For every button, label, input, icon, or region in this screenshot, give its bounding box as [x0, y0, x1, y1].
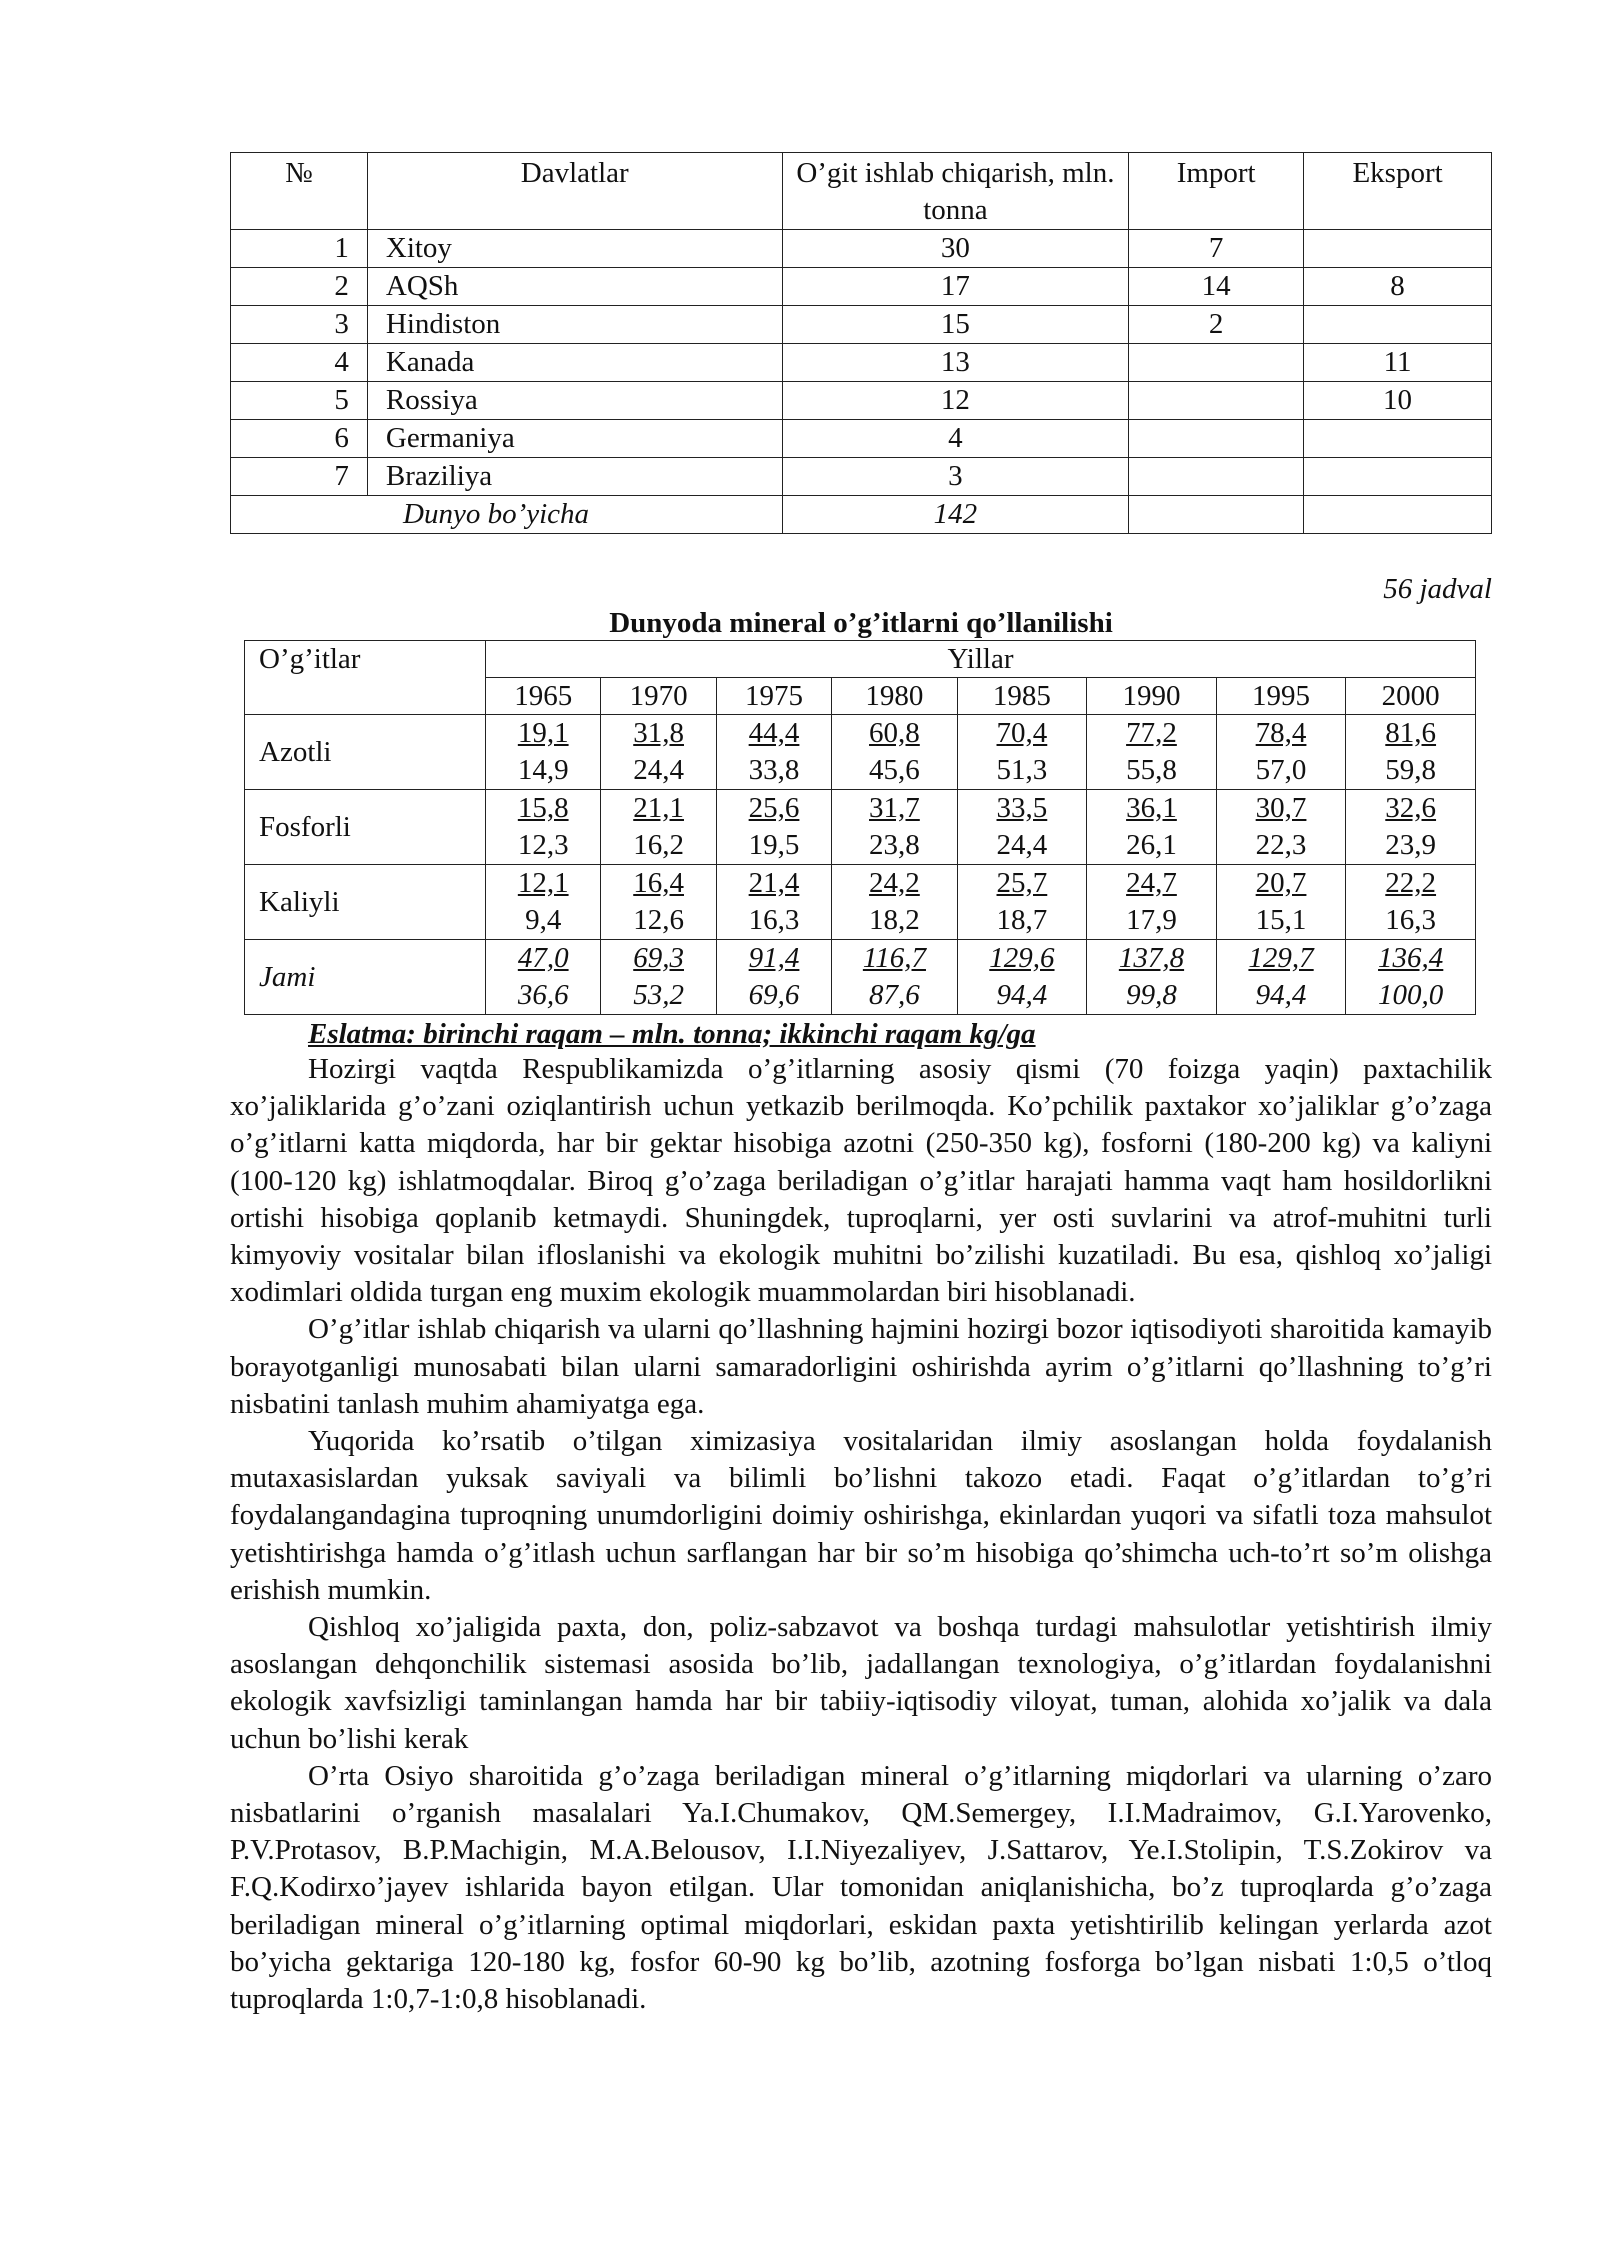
value-cell	[1216, 790, 1346, 865]
value-cell	[601, 715, 716, 790]
million-tonnes-value: 129,7	[1248, 942, 1314, 974]
kg-per-ha-value: 23,9	[1385, 829, 1437, 861]
value-cell	[832, 790, 957, 865]
million-tonnes-value: 24,2	[869, 867, 920, 899]
kg-per-ha-value: 59,8	[1385, 754, 1437, 786]
kg-per-ha-value: 16,2	[633, 829, 684, 861]
table-row	[245, 865, 1476, 940]
export-value	[1304, 306, 1492, 344]
table-header-row	[231, 153, 1492, 230]
value-cell	[1346, 865, 1476, 940]
paragraph: O’rta Osiyo sharoitida g’o’zaga beriladigan mineral o’g’itlarning miqdorlari va ularning o’zaro nisbatlarini o’rganish masalalari Ya.I.Chumakov, QM.Semergey, I.I.Madraimov, G.I.Yarovenko, P.V.Protasov, B.P.Machigin, M.A.Belousov, I.I.Niyezaliyev, J.Sattarov, Ye.I.Stolipin, T.S.Zokirov va F.Q.Kodirxo’jayev ishlarida bayon etilgan. Ular tomonidan aniqlanishicha, bo’z tuproqlarda g’o’zaga beriladigan mineral o’g’itlarning optimal miqdorlari, eskidan paxta yetishtirilib kelingan yerlarda azot bo’yicha gektariga 120-180 kg, fosfor 60-90 kg bo’lib, azotning fosforga bo’lgan nisbati 1:0,5 o’tloq tuproqlarda 1:0,7-1:0,8 hisoblanadi.	[230, 1759, 1492, 2016]
country-name: Kanada	[367, 344, 782, 382]
million-tonnes-value: 20,7	[1255, 867, 1307, 899]
million-tonnes-value: 25,7	[996, 867, 1048, 899]
export-value	[1304, 420, 1492, 458]
country-name: Germaniya	[367, 420, 782, 458]
value-cell	[1346, 715, 1476, 790]
million-tonnes-value: 77,2	[1126, 717, 1177, 749]
kg-per-ha-value: 12,3	[517, 829, 569, 861]
country-name: AQSh	[367, 268, 782, 306]
value-cell	[716, 940, 831, 1015]
table-row	[231, 344, 1492, 382]
row-number: 3	[231, 306, 368, 344]
paragraph: Yuqorida ko’rsatib o’tilgan ximizasiya vositalaridan ilmiy asoslangan holda foydalanish mutaxasislardan yuksak saviyali va bilimli bo’lishni takozo etadi. Faqat o’g’itlardan to’g’ri foydalangandagina tuproqning unumdorligini doimiy oshirishga, ekinlardan yuqori va sifatli toza mahsulot yetishtirishga hamda o’g’itlash uchun sarflangan har bir so’m hisobiga qo’shimcha uch-to’rt so’m olishga erishish mumkin.	[230, 1425, 1492, 1606]
production-value: 13	[782, 344, 1129, 382]
table-row	[231, 458, 1492, 496]
paragraph: Hozirgi vaqtda Respublikamizda o’g’itlarning asosiy qismi (70 foizga yaqin) paxtachilik xo’jaliklarida g’o’zani oziqlantirish uchun yetkazib berilmoqda. Ko’pchilik paxtakor xo’jaliklar g’o’zaga o’g’itlarni katta miqdorda, har bir gektar hisobiga azotni (250-350 kg), fosforni (180-200 kg) va kaliyni (100-120 kg) ishlatmoqdalar. Biroq g’o’zaga beriladigan o’g’itlar harajati hamma vaqt ham hosildorlikni ortishi hisobiga qoplanib ketmaydi. Shuningdek, tuproqlarni, yer osti suvlarini va atrof-muhitni turli kimyoviy vositalar bilan ifloslanishi va ekologik muhitni bo’zilishi kuzatiladi. Bu esa, qishloq xo’jaligi xodimlari oldida turgan eng muxim ekologik muammolardan biri hisoblanadi.	[230, 1053, 1492, 1309]
kg-per-ha-value: 55,8	[1126, 754, 1177, 786]
kg-per-ha-value: 16,3	[1385, 904, 1437, 936]
value-cell	[1346, 790, 1476, 865]
value-cell	[1087, 940, 1217, 1015]
kg-per-ha-value: 69,6	[748, 979, 800, 1011]
table-row	[231, 268, 1492, 306]
million-tonnes-value: 15,8	[517, 792, 569, 824]
value-cell	[1087, 790, 1217, 865]
year-cell: 1980	[832, 678, 957, 715]
kg-per-ha-value: 33,8	[748, 754, 800, 786]
million-tonnes-value: 137,8	[1118, 942, 1185, 974]
million-tonnes-value: 21,1	[633, 792, 684, 824]
year-cell: 1990	[1087, 678, 1217, 715]
years-header: Yillar	[486, 641, 1476, 678]
value-cell	[957, 940, 1087, 1015]
kg-per-ha-value: 17,9	[1126, 904, 1177, 936]
value-cell	[832, 865, 957, 940]
export-value	[1304, 458, 1492, 496]
export-value: 8	[1304, 268, 1492, 306]
table-row	[231, 420, 1492, 458]
value-cell	[716, 865, 831, 940]
table2-header-row	[245, 641, 1476, 678]
value-cell	[1216, 865, 1346, 940]
total-import	[1129, 496, 1304, 534]
kg-per-ha-value: 19,5	[748, 829, 800, 861]
header-number: №	[231, 153, 368, 230]
production-value: 3	[782, 458, 1129, 496]
value-cell	[486, 715, 601, 790]
million-tonnes-value: 91,4	[748, 942, 800, 974]
kg-per-ha-value: 36,6	[517, 979, 569, 1011]
header-production: O’git ishlab chiqarish, mln. tonna	[782, 153, 1129, 230]
header-country: Davlatlar	[367, 153, 782, 230]
year-cell: 1965	[486, 678, 601, 715]
paragraph: Qishloq xo’jaligida paxta, don, poliz-sabzavot va boshqa turdagi mahsulotlar yetishtirish ilmiy asoslangan dehqonchilik sistemasi asosida bo’lib, jadallangan texnologiya, o’g’itlardan foydalanishni ekologik xavfsizligi taminlangan hamda har bir tabiiy-iqtisodiy viloyat, tuman, alohida xo’jalik va dala uchun bo’lishi kerak	[230, 1611, 1492, 1755]
production-value: 30	[782, 230, 1129, 268]
year-cell: 1975	[716, 678, 831, 715]
table-row	[231, 382, 1492, 420]
value-cell	[486, 940, 601, 1015]
million-tonnes-value: 116,7	[862, 942, 926, 974]
fertilizer-label: Kaliyli	[245, 865, 486, 940]
kg-per-ha-value: 94,4	[996, 979, 1048, 1011]
export-value	[1304, 230, 1492, 268]
value-cell	[1346, 940, 1476, 1015]
kg-per-ha-value: 26,1	[1126, 829, 1177, 861]
million-tonnes-value: 70,4	[996, 717, 1048, 749]
table-row	[231, 230, 1492, 268]
table-row	[245, 790, 1476, 865]
million-tonnes-value: 25,6	[748, 792, 800, 824]
table-title: Dunyoda mineral o’g’itlarni qo’llanilishi	[609, 607, 1113, 639]
million-tonnes-value: 24,7	[1126, 867, 1177, 899]
header-import: Import	[1129, 153, 1304, 230]
value-cell	[957, 865, 1087, 940]
value-cell	[1216, 940, 1346, 1015]
export-value: 10	[1304, 382, 1492, 420]
million-tonnes-value: 32,6	[1385, 792, 1437, 824]
import-value: 2	[1129, 306, 1304, 344]
kg-per-ha-value: 24,4	[633, 754, 684, 786]
value-cell	[1087, 715, 1217, 790]
kg-per-ha-value: 16,3	[748, 904, 800, 936]
fertilizer-label: Fosforli	[245, 790, 486, 865]
fertilizer-usage-table	[244, 640, 1476, 1015]
million-tonnes-value: 78,4	[1255, 717, 1307, 749]
million-tonnes-value: 22,2	[1385, 867, 1437, 899]
kg-per-ha-value: 18,7	[996, 904, 1048, 936]
year-cell: 1985	[957, 678, 1087, 715]
kg-per-ha-value: 23,8	[869, 829, 920, 861]
kg-per-ha-value: 87,6	[869, 979, 920, 1011]
million-tonnes-value: 33,5	[996, 792, 1048, 824]
total-label: Dunyo bo’yicha	[231, 496, 783, 534]
million-tonnes-value: 16,4	[633, 867, 684, 899]
value-cell	[716, 790, 831, 865]
value-cell	[957, 715, 1087, 790]
row-number: 2	[231, 268, 368, 306]
total-row	[231, 496, 1492, 534]
total-production: 142	[782, 496, 1129, 534]
year-cell: 1970	[601, 678, 716, 715]
kg-per-ha-value: 22,3	[1255, 829, 1307, 861]
million-tonnes-value: 31,7	[869, 792, 920, 824]
header-export: Eksport	[1304, 153, 1492, 230]
kg-per-ha-value: 12,6	[633, 904, 684, 936]
kg-per-ha-value: 18,2	[869, 904, 920, 936]
million-tonnes-value: 129,6	[989, 942, 1055, 974]
country-name: Hindiston	[367, 306, 782, 344]
value-cell	[716, 715, 831, 790]
import-value	[1129, 382, 1304, 420]
fertilizer-label: Azotli	[245, 715, 486, 790]
row-number: 7	[231, 458, 368, 496]
million-tonnes-value: 136,4	[1378, 942, 1444, 974]
million-tonnes-value: 69,3	[633, 942, 684, 974]
import-value: 14	[1129, 268, 1304, 306]
million-tonnes-value: 19,1	[517, 717, 569, 749]
million-tonnes-value: 21,4	[748, 867, 800, 899]
million-tonnes-value: 31,8	[633, 717, 684, 749]
value-cell	[832, 940, 957, 1015]
country-name: Braziliya	[367, 458, 782, 496]
paragraph: O’g’itlar ishlab chiqarish va ularni qo’llashning hajmini hozirgi bozor iqtisodiyoti sharoitida kamayib borayotganligi munosabati bilan ularni samaradorligini oshirishda ayrim o’g’itlarni qo’llashning to’g’ri nisbatini tanlash muhim ahamiyatga ega.	[230, 1313, 1492, 1420]
row-number: 5	[231, 382, 368, 420]
million-tonnes-value: 12,1	[517, 867, 569, 899]
kg-per-ha-value: 94,4	[1255, 979, 1307, 1011]
year-cell: 1995	[1216, 678, 1346, 715]
kg-per-ha-value: 15,1	[1255, 904, 1307, 936]
table-row	[245, 715, 1476, 790]
fertilizer-production-table	[230, 152, 1492, 534]
row-number: 4	[231, 344, 368, 382]
total-export	[1304, 496, 1492, 534]
production-value: 17	[782, 268, 1129, 306]
kg-per-ha-value: 9,4	[525, 904, 562, 936]
value-cell	[601, 865, 716, 940]
export-value: 11	[1304, 344, 1492, 382]
value-cell	[601, 790, 716, 865]
kg-per-ha-value: 14,9	[517, 754, 569, 786]
kg-per-ha-value: 24,4	[996, 829, 1048, 861]
table-number-label: 56 jadval	[1383, 573, 1492, 605]
value-cell	[486, 790, 601, 865]
million-tonnes-value: 60,8	[869, 717, 920, 749]
value-cell	[1087, 865, 1217, 940]
million-tonnes-value: 44,4	[748, 717, 800, 749]
kg-per-ha-value: 51,3	[996, 754, 1048, 786]
fertilizer-label: Jami	[245, 940, 486, 1015]
production-value: 4	[782, 420, 1129, 458]
import-value: 7	[1129, 230, 1304, 268]
import-value	[1129, 420, 1304, 458]
document-page	[230, 152, 1492, 2018]
kg-per-ha-value: 45,6	[869, 754, 920, 786]
import-value	[1129, 458, 1304, 496]
million-tonnes-value: 36,1	[1126, 792, 1177, 824]
production-value: 15	[782, 306, 1129, 344]
kg-per-ha-value: 53,2	[633, 979, 684, 1011]
value-cell	[1216, 715, 1346, 790]
row-number: 1	[231, 230, 368, 268]
year-cell: 2000	[1346, 678, 1476, 715]
value-cell	[957, 790, 1087, 865]
country-name: Xitoy	[367, 230, 782, 268]
country-name: Rossiya	[367, 382, 782, 420]
row-number: 6	[231, 420, 368, 458]
table-row	[245, 940, 1476, 1015]
million-tonnes-value: 47,0	[517, 942, 569, 974]
value-cell	[486, 865, 601, 940]
value-cell	[832, 715, 957, 790]
million-tonnes-value: 30,7	[1255, 792, 1307, 824]
kg-per-ha-value: 57,0	[1255, 754, 1307, 786]
production-value: 12	[782, 382, 1129, 420]
table-row	[231, 306, 1492, 344]
import-value	[1129, 344, 1304, 382]
value-cell	[601, 940, 716, 1015]
row-header: O’g’itlar	[245, 641, 486, 715]
kg-per-ha-value: 99,8	[1126, 979, 1177, 1011]
kg-per-ha-value: 100,0	[1378, 979, 1444, 1011]
table-note: Eslatma: birinchi raqam – mln. tonna; ikkinchi raqam kg/ga	[308, 1018, 1036, 1050]
body-text	[230, 1051, 1492, 2018]
million-tonnes-value: 81,6	[1385, 717, 1437, 749]
